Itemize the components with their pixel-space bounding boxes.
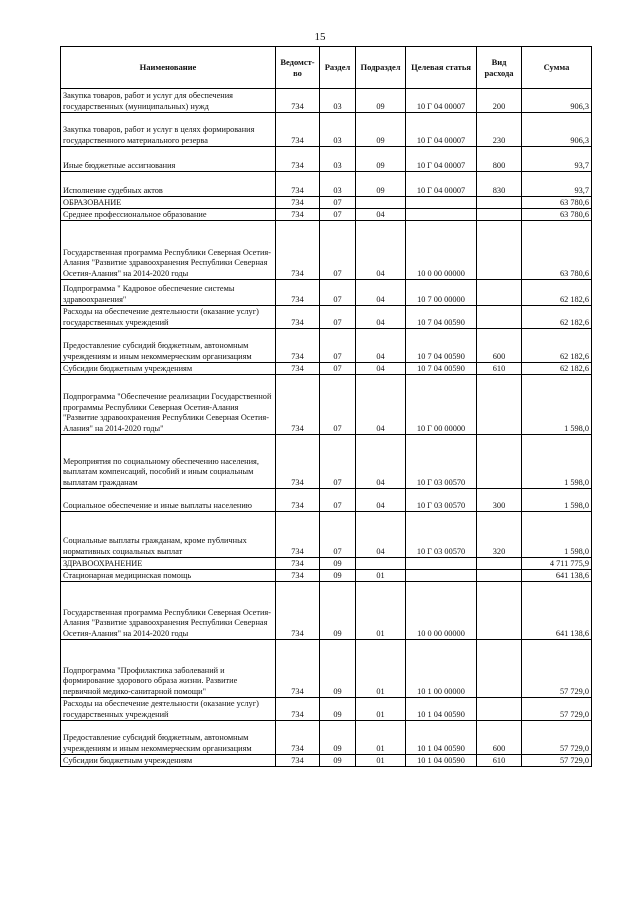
cell-name: Иные бюджетные ассигнования xyxy=(61,147,276,172)
cell-kind xyxy=(477,209,522,221)
cell-target: 10 7 00 00000 xyxy=(406,280,477,306)
cell-subsection xyxy=(356,197,406,209)
cell-section: 09 xyxy=(320,698,356,721)
col-header-section: Раздел xyxy=(320,47,356,89)
cell-subsection: 09 xyxy=(356,147,406,172)
cell-kind: 200 xyxy=(477,89,522,113)
cell-dept: 734 xyxy=(276,640,320,698)
cell-target: 10 Г 04 00007 xyxy=(406,89,477,113)
cell-target: 10 Г 00 00000 xyxy=(406,375,477,435)
table-row xyxy=(61,172,592,197)
cell-section: 07 xyxy=(320,329,356,363)
page-number: 15 xyxy=(314,31,326,43)
cell-sum: 63 780,6 xyxy=(522,197,592,209)
cell-section: 07 xyxy=(320,306,356,329)
cell-dept: 734 xyxy=(276,221,320,280)
cell-target xyxy=(406,209,477,221)
cell-target: 10 7 04 00590 xyxy=(406,363,477,375)
cell-name: Подпрограмма "Профилактика заболеваний и формирование здорового образа жизни. Развитие первичной медико-санитарной помощи" xyxy=(61,640,276,698)
cell-subsection: 04 xyxy=(356,209,406,221)
col-header-subsection: Подраздел xyxy=(356,47,406,89)
cell-dept: 734 xyxy=(276,89,320,113)
cell-name: ОБРАЗОВАНИЕ xyxy=(61,197,276,209)
cell-name: Государственная программа Республики Северная Осетия-Алания "Развитие здравоохранения Республики Северная Осетия-Алания" на 2014-2020 годы xyxy=(61,582,276,640)
cell-section: 07 xyxy=(320,512,356,558)
cell-section: 03 xyxy=(320,147,356,172)
cell-dept: 734 xyxy=(276,147,320,172)
table-row xyxy=(61,558,592,570)
cell-section: 07 xyxy=(320,489,356,512)
cell-name: Социальные выплаты гражданам, кроме публичных нормативных социальных выплат xyxy=(61,512,276,558)
cell-target: 10 Г 03 00570 xyxy=(406,489,477,512)
cell-kind: 830 xyxy=(477,172,522,197)
cell-kind xyxy=(477,221,522,280)
cell-kind xyxy=(477,640,522,698)
cell-sum: 1 598,0 xyxy=(522,435,592,489)
cell-dept: 734 xyxy=(276,306,320,329)
cell-name: Социальное обеспечение и иные выплаты населению xyxy=(61,489,276,512)
cell-subsection: 01 xyxy=(356,721,406,755)
cell-target: 10 1 00 00000 xyxy=(406,640,477,698)
cell-target xyxy=(406,570,477,582)
cell-section: 09 xyxy=(320,582,356,640)
cell-subsection: 09 xyxy=(356,172,406,197)
cell-kind: 600 xyxy=(477,329,522,363)
cell-name: Стационарная медицинская помощь xyxy=(61,570,276,582)
cell-name: Субсидии бюджетным учреждениям xyxy=(61,363,276,375)
cell-target: 10 Г 04 00007 xyxy=(406,147,477,172)
cell-subsection: 04 xyxy=(356,280,406,306)
table-row xyxy=(61,435,592,489)
cell-dept: 734 xyxy=(276,582,320,640)
cell-target xyxy=(406,197,477,209)
cell-name: Закупка товаров, работ и услуг в целях формирования государственного материального резерва xyxy=(61,113,276,147)
cell-sum: 641 138,6 xyxy=(522,582,592,640)
cell-sum: 63 780,6 xyxy=(522,221,592,280)
table-row xyxy=(61,197,592,209)
col-header-dept: Ведомст-во xyxy=(276,47,320,89)
cell-dept: 734 xyxy=(276,512,320,558)
cell-kind xyxy=(477,280,522,306)
cell-target: 10 7 04 00590 xyxy=(406,306,477,329)
cell-kind: 610 xyxy=(477,755,522,767)
cell-dept: 734 xyxy=(276,570,320,582)
cell-target: 10 0 00 00000 xyxy=(406,221,477,280)
cell-sum: 62 182,6 xyxy=(522,329,592,363)
cell-subsection: 01 xyxy=(356,570,406,582)
cell-dept: 734 xyxy=(276,375,320,435)
cell-section: 07 xyxy=(320,375,356,435)
cell-kind xyxy=(477,698,522,721)
cell-dept: 734 xyxy=(276,558,320,570)
cell-name: Закупка товаров, работ и услуг для обеспечения государственных (муниципальных) нужд xyxy=(61,89,276,113)
cell-section: 07 xyxy=(320,209,356,221)
cell-section: 09 xyxy=(320,558,356,570)
cell-kind xyxy=(477,558,522,570)
cell-sum: 57 729,0 xyxy=(522,721,592,755)
cell-subsection: 04 xyxy=(356,435,406,489)
cell-name: Предоставление субсидий бюджетным, автономным учреждениям и иным некоммерческим организациям xyxy=(61,721,276,755)
table-row xyxy=(61,209,592,221)
table-row xyxy=(61,363,592,375)
col-header-target: Целевая статья xyxy=(406,47,477,89)
table-row xyxy=(61,582,592,640)
col-header-name: Наименование xyxy=(61,47,276,89)
cell-dept: 734 xyxy=(276,721,320,755)
cell-subsection: 01 xyxy=(356,582,406,640)
cell-subsection: 09 xyxy=(356,113,406,147)
table-body xyxy=(61,89,592,767)
table-row xyxy=(61,755,592,767)
cell-sum: 641 138,6 xyxy=(522,570,592,582)
cell-name: Исполнение судебных актов xyxy=(61,172,276,197)
cell-target: 10 1 04 00590 xyxy=(406,721,477,755)
table-row xyxy=(61,147,592,172)
cell-name: Расходы на обеспечение деятельности (оказание услуг) государственных учреждений xyxy=(61,698,276,721)
cell-section: 07 xyxy=(320,197,356,209)
cell-target: 10 Г 04 00007 xyxy=(406,172,477,197)
cell-name: Мероприятия по социальному обеспечению населения, выплатам компенсаций, пособий и иным социальным выплатам гражданам xyxy=(61,435,276,489)
cell-sum: 4 711 775,9 xyxy=(522,558,592,570)
cell-sum: 63 780,6 xyxy=(522,209,592,221)
table-row xyxy=(61,329,592,363)
cell-kind xyxy=(477,306,522,329)
cell-sum: 906,3 xyxy=(522,89,592,113)
cell-name: ЗДРАВООХРАНЕНИЕ xyxy=(61,558,276,570)
cell-sum: 1 598,0 xyxy=(522,375,592,435)
table-row xyxy=(61,89,592,113)
cell-target: 10 1 04 00590 xyxy=(406,755,477,767)
cell-kind xyxy=(477,375,522,435)
cell-kind: 320 xyxy=(477,512,522,558)
cell-section: 09 xyxy=(320,570,356,582)
table-row xyxy=(61,721,592,755)
cell-dept: 734 xyxy=(276,755,320,767)
cell-dept: 734 xyxy=(276,489,320,512)
cell-subsection: 01 xyxy=(356,640,406,698)
table-row xyxy=(61,489,592,512)
cell-sum: 57 729,0 xyxy=(522,755,592,767)
cell-kind: 800 xyxy=(477,147,522,172)
cell-sum: 57 729,0 xyxy=(522,698,592,721)
cell-sum: 57 729,0 xyxy=(522,640,592,698)
table-row xyxy=(61,570,592,582)
cell-kind: 230 xyxy=(477,113,522,147)
cell-section: 03 xyxy=(320,113,356,147)
cell-dept: 734 xyxy=(276,363,320,375)
cell-dept: 734 xyxy=(276,329,320,363)
cell-sum: 93,7 xyxy=(522,147,592,172)
cell-subsection: 04 xyxy=(356,329,406,363)
cell-subsection: 04 xyxy=(356,221,406,280)
cell-dept: 734 xyxy=(276,209,320,221)
table-row xyxy=(61,698,592,721)
cell-subsection: 04 xyxy=(356,375,406,435)
cell-name: Предоставление субсидий бюджетным, автономным учреждениям и иным некоммерческим организациям xyxy=(61,329,276,363)
cell-subsection: 04 xyxy=(356,512,406,558)
col-header-kind: Вид расхода xyxy=(477,47,522,89)
cell-target: 10 Г 04 00007 xyxy=(406,113,477,147)
cell-section: 09 xyxy=(320,640,356,698)
cell-section: 09 xyxy=(320,721,356,755)
cell-name: Подпрограмма " Кадровое обеспечение системы здравоохранения" xyxy=(61,280,276,306)
cell-sum: 1 598,0 xyxy=(522,512,592,558)
cell-kind: 600 xyxy=(477,721,522,755)
cell-kind xyxy=(477,435,522,489)
cell-kind: 610 xyxy=(477,363,522,375)
cell-section: 09 xyxy=(320,755,356,767)
table-row xyxy=(61,113,592,147)
col-header-sum: Сумма xyxy=(522,47,592,89)
cell-name: Расходы на обеспечение деятельности (оказание услуг) государственных учреждений xyxy=(61,306,276,329)
cell-sum: 62 182,6 xyxy=(522,306,592,329)
cell-dept: 734 xyxy=(276,113,320,147)
budget-table xyxy=(60,46,592,767)
cell-section: 07 xyxy=(320,435,356,489)
cell-section: 07 xyxy=(320,363,356,375)
cell-kind xyxy=(477,582,522,640)
table-row xyxy=(61,640,592,698)
table-row xyxy=(61,512,592,558)
cell-name: Среднее профессиональное образование xyxy=(61,209,276,221)
cell-section: 07 xyxy=(320,221,356,280)
cell-dept: 734 xyxy=(276,698,320,721)
cell-target: 10 Г 03 00570 xyxy=(406,512,477,558)
cell-section: 03 xyxy=(320,89,356,113)
cell-sum: 62 182,6 xyxy=(522,280,592,306)
cell-kind xyxy=(477,197,522,209)
cell-dept: 734 xyxy=(276,172,320,197)
cell-subsection: 04 xyxy=(356,363,406,375)
cell-name: Субсидии бюджетным учреждениям xyxy=(61,755,276,767)
cell-subsection: 04 xyxy=(356,489,406,512)
cell-sum: 93,7 xyxy=(522,172,592,197)
cell-sum: 1 598,0 xyxy=(522,489,592,512)
cell-name: Подпрограмма "Обеспечение реализации Государственной программы Республики Северная Осетия-Алания "Развитие здравоохранения Республики Северная Осетия-Алания" на 2014-2020 годы" xyxy=(61,375,276,435)
cell-target: 10 0 00 00000 xyxy=(406,582,477,640)
table-row xyxy=(61,221,592,280)
cell-subsection: 04 xyxy=(356,306,406,329)
cell-subsection xyxy=(356,558,406,570)
cell-kind xyxy=(477,570,522,582)
cell-dept: 734 xyxy=(276,280,320,306)
table-row xyxy=(61,280,592,306)
cell-target: 10 Г 03 00570 xyxy=(406,435,477,489)
cell-target xyxy=(406,558,477,570)
cell-subsection: 01 xyxy=(356,755,406,767)
table-row xyxy=(61,306,592,329)
cell-target: 10 1 04 00590 xyxy=(406,698,477,721)
cell-sum: 906,3 xyxy=(522,113,592,147)
cell-section: 07 xyxy=(320,280,356,306)
cell-kind: 300 xyxy=(477,489,522,512)
cell-dept: 734 xyxy=(276,197,320,209)
cell-section: 03 xyxy=(320,172,356,197)
table-row xyxy=(61,375,592,435)
cell-target: 10 7 04 00590 xyxy=(406,329,477,363)
cell-name: Государственная программа Республики Северная Осетия-Алания "Развитие здравоохранения Республики Северная Осетия-Алания" на 2014-2020 годы xyxy=(61,221,276,280)
cell-sum: 62 182,6 xyxy=(522,363,592,375)
cell-subsection: 09 xyxy=(356,89,406,113)
table-header-row xyxy=(61,47,592,89)
cell-subsection: 01 xyxy=(356,698,406,721)
cell-dept: 734 xyxy=(276,435,320,489)
